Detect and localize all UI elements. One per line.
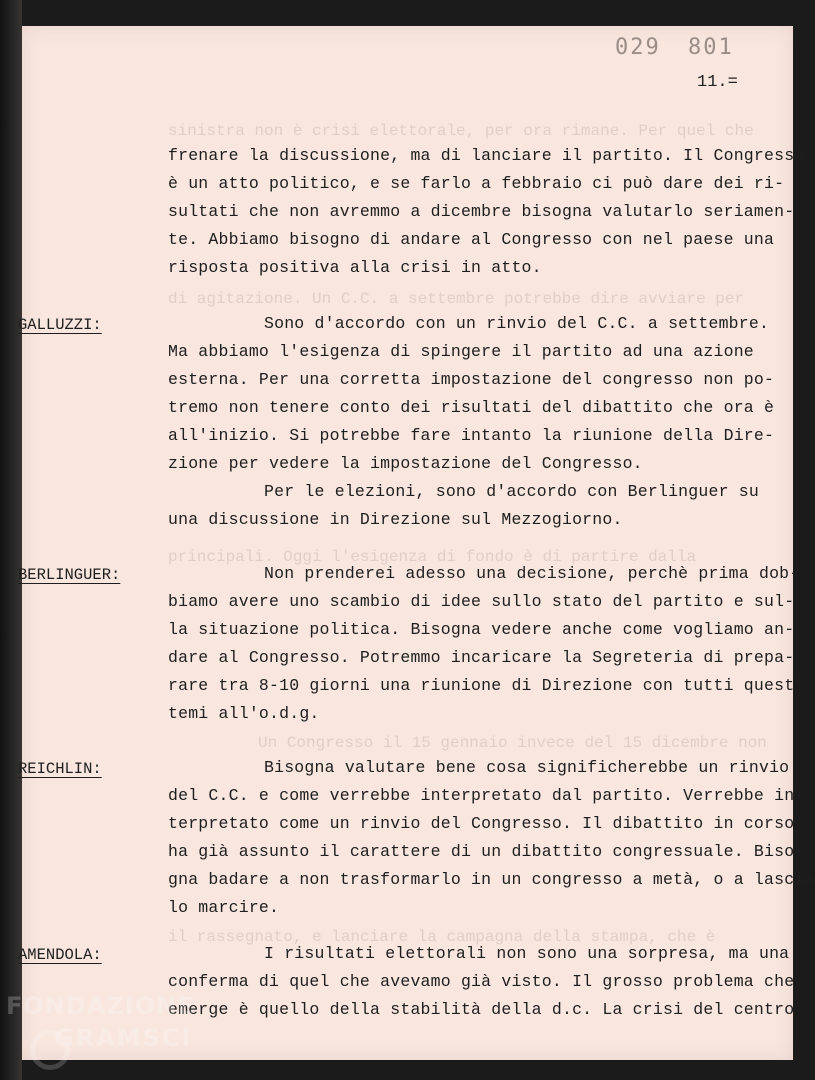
text-line: è un atto politico, e se farlo a febbraio ci può dare dei ri- bbox=[168, 174, 785, 193]
scan-binding-edge bbox=[0, 0, 22, 1080]
text-line: rare tra 8-10 giorni una riunione di Direzione con tutti questi bbox=[168, 676, 805, 695]
bleed-through-text: di agitazione. Un C.C. a settembre potrebbe dire avviare per bbox=[168, 290, 745, 308]
text-line: Per le elezioni, sono d'accordo con Berlinguer su bbox=[264, 482, 759, 501]
text-line: Non prenderei adesso una decisione, perchè prima dob- bbox=[264, 564, 800, 583]
text-line: Ma abbiamo l'esigenza di spingere il partito ad una azione bbox=[168, 342, 754, 361]
text-line: I risultati elettorali non sono una sorpresa, ma una bbox=[264, 944, 790, 963]
text-line: del C.C. e come verrebbe interpretato dal partito. Verrebbe in- bbox=[168, 786, 805, 805]
page-number: 11.= bbox=[697, 73, 738, 92]
text-line: la situazione politica. Bisogna vedere anche come vogliamo an- bbox=[168, 620, 795, 639]
text-line: esterna. Per una corretta impostazione del congresso non po- bbox=[168, 370, 775, 389]
bleed-through-text: Un Congresso il 15 gennaio invece del 15 dicembre non bbox=[258, 734, 767, 752]
text-line: conferma di quel che avevamo già visto. Il grosso problema che bbox=[168, 972, 795, 991]
bleed-through-text: sinistra non è crisi elettorale, per ora rimane. Per quel che bbox=[168, 122, 754, 140]
speaker-label-galluzzi: GALLUZZI: bbox=[18, 316, 102, 334]
archival-stamp-number: 029 801 bbox=[615, 35, 734, 60]
text-line: risposta positiva alla crisi in atto. bbox=[168, 258, 542, 277]
gramsci-logo-icon bbox=[30, 1030, 70, 1070]
text-line: una discussione in Direzione sul Mezzogiorno. bbox=[168, 510, 623, 529]
watermark-line-2: GRAMSCI bbox=[54, 1024, 193, 1052]
speaker-label-berlinguer: BERLINGUER: bbox=[18, 566, 121, 584]
text-line: terpretato come un rinvio del Congresso. Il dibattito in corso bbox=[168, 814, 795, 833]
text-line: tremo non tenere conto dei risultati del dibattito che ora è bbox=[168, 398, 775, 417]
watermark-line-1: FONDAZIONE bbox=[6, 992, 195, 1020]
text-line: frenare la discussione, ma di lanciare il partito. Il Congresso bbox=[168, 146, 805, 165]
text-line: all'inizio. Si potrebbe fare intanto la riunione della Dire- bbox=[168, 426, 775, 445]
scan-right-edge bbox=[793, 26, 815, 1080]
text-line: emerge è quello della stabilità della d.c. La crisi del centro bbox=[168, 1000, 795, 1019]
text-line: sultati che non avremmo a dicembre bisogna valutarlo seriamen- bbox=[168, 202, 795, 221]
text-line: Sono d'accordo con un rinvio del C.C. a settembre. bbox=[264, 314, 770, 333]
text-line: ha già assunto il carattere di un dibattito congressuale. Biso- bbox=[168, 842, 805, 861]
text-line: gna badare a non trasformarlo in un congresso a metà, o a lascia bbox=[168, 870, 815, 889]
text-line: temi all'o.d.g. bbox=[168, 704, 320, 723]
speaker-label-amendola: AMENDOLA: bbox=[18, 946, 102, 964]
bleed-through-text: principali. Oggi l'esigenza di fondo è di partire dalla bbox=[168, 548, 697, 566]
text-line: Bisogna valutare bene cosa significherebbe un rinvio bbox=[264, 758, 790, 777]
text-line: dare al Congresso. Potremmo incaricare la Segreteria di prepa- bbox=[168, 648, 795, 667]
bleed-through-text: il rassegnato, e lanciare la campagna della stampa, che è bbox=[168, 928, 716, 946]
text-line: zione per vedere la impostazione del Congresso. bbox=[168, 454, 643, 473]
text-line: te. Abbiamo bisogno di andare al Congresso con nel paese una bbox=[168, 230, 775, 249]
text-line: biamo avere uno scambio di idee sullo stato del partito e sul- bbox=[168, 592, 795, 611]
speaker-label-reichlin: REICHLIN: bbox=[18, 760, 102, 778]
text-line: lo marcire. bbox=[168, 898, 280, 917]
